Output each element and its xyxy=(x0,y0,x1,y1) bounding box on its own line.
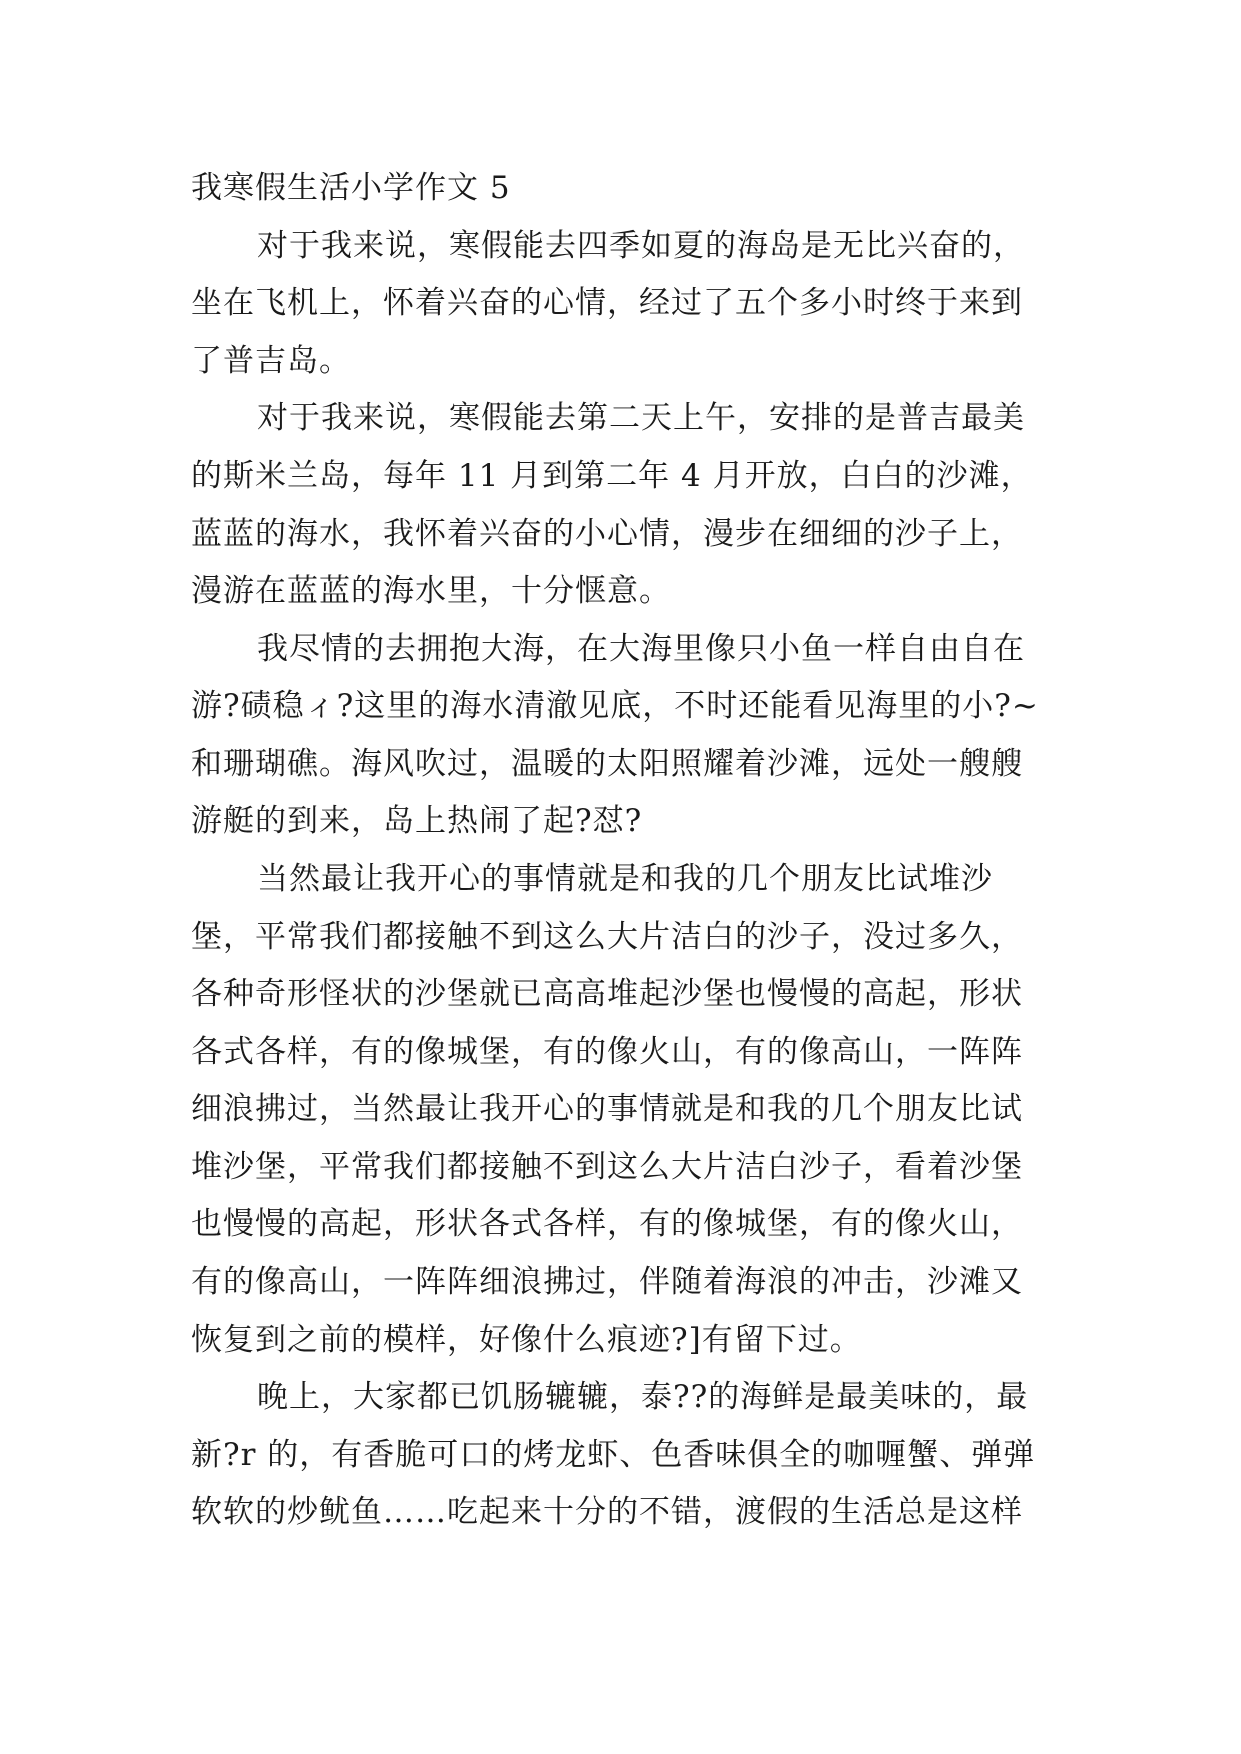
paragraph-4-line-6: 堆沙堡，平常我们都接触不到这么大片洁白沙子，看着沙堡 xyxy=(191,1149,1023,1185)
paragraph-3-line-1: 我尽情的去拥抱大海，在大海里像只小鱼一样自由自在 xyxy=(257,631,1025,667)
paragraph-5-line-2: 新?r 的，有香脆可口的烤龙虾、色香味俱全的咖喱蟹、弹弹 xyxy=(191,1437,1036,1473)
paragraph-2-line-4: 漫游在蓝蓝的海水里，十分惬意。 xyxy=(191,573,671,609)
paragraph-4-line-5: 细浪拂过，当然最让我开心的事情就是和我的几个朋友比试 xyxy=(191,1091,1023,1127)
paragraph-4-line-3: 各种奇形怪状的沙堡就已高高堆起沙堡也慢慢的高起，形状 xyxy=(191,976,1023,1012)
paragraph-3-line-3: 和珊瑚礁。海风吹过，温暖的太阳照耀着沙滩，远处一艘艘 xyxy=(191,746,1023,782)
paragraph-5-line-3: 软软的炒鱿鱼……吃起来十分的不错，渡假的生活总是这样 xyxy=(191,1494,1023,1530)
paragraph-2-line-1: 对于我来说，寒假能去第二天上午，安排的是普吉最美 xyxy=(257,400,1025,436)
paragraph-1-line-2: 坐在飞机上，怀着兴奋的心情，经过了五个多小时终于来到 xyxy=(191,285,1023,321)
paragraph-4-line-2: 堡，平常我们都接触不到这么大片洁白的沙子，没过多久， xyxy=(191,919,1023,955)
paragraph-1-line-1: 对于我来说，寒假能去四季如夏的海岛是无比兴奋的， xyxy=(257,228,1025,264)
document-title: 我寒假生活小学作文 5 xyxy=(191,170,511,206)
paragraph-4-line-1: 当然最让我开心的事情就是和我的几个朋友比试堆沙 xyxy=(257,861,993,897)
paragraph-2-line-2: 的斯米兰岛，每年 11 月到第二年 4 月开放，白白的沙滩， xyxy=(191,458,1033,494)
paragraph-4-line-9: 恢复到之前的模样，好像什么痕迹?]有留下过。 xyxy=(191,1322,862,1358)
paragraph-5-line-1: 晚上，大家都已饥肠辘辘，泰??的海鲜是最美味的，最 xyxy=(257,1379,1029,1415)
paragraph-4-line-8: 有的像高山，一阵阵细浪拂过，伴随着海浪的冲击，沙滩又 xyxy=(191,1264,1023,1300)
paragraph-4-line-4: 各式各样，有的像城堡，有的像火山，有的像高山，一阵阵 xyxy=(191,1034,1023,1070)
paragraph-4-line-7: 也慢慢的高起，形状各式各样，有的像城堡，有的像火山， xyxy=(191,1206,1023,1242)
paragraph-3-line-2: 游?碛稳ィ?这里的海水清澈见底，不时还能看见海里的小?~ xyxy=(191,688,1039,724)
paragraph-2-line-3: 蓝蓝的海水，我怀着兴奋的小心情，漫步在细细的沙子上， xyxy=(191,516,1023,552)
paragraph-1-line-3: 了普吉岛。 xyxy=(191,343,351,379)
paragraph-3-line-4: 游艇的到来，岛上热闹了起?怼? xyxy=(191,803,643,839)
